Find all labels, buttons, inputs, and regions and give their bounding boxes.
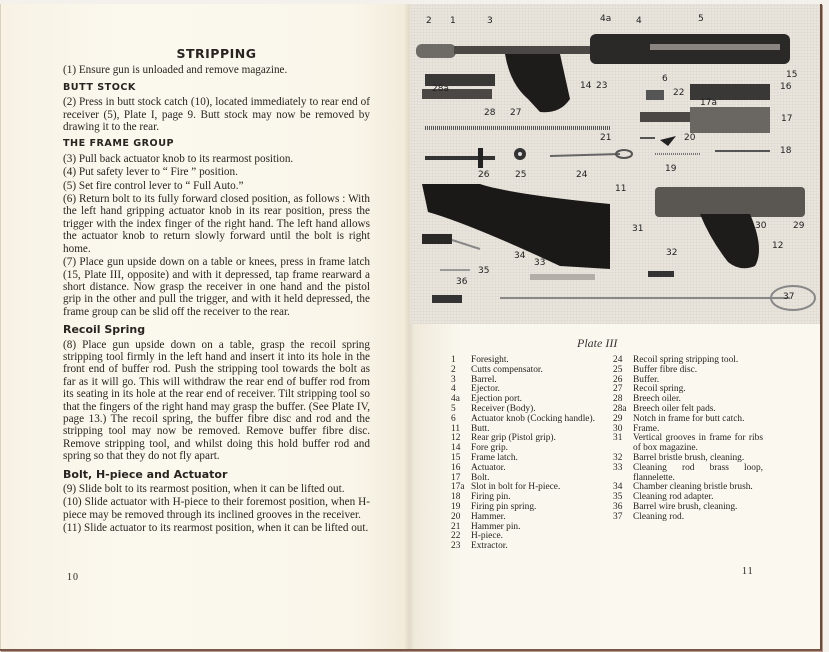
book-spread (0, 4, 822, 651)
legend-text: Actuator. (471, 462, 506, 473)
legend-number: 35 (613, 492, 623, 503)
legend-text: Fore grip. (471, 443, 508, 454)
legend-text: Barrel wire brush, cleaning. (633, 501, 738, 512)
stripping-text-column (63, 48, 370, 536)
brass-loop-shape (530, 274, 595, 280)
legend-text: Actuator knob (Cocking handle). (471, 413, 595, 424)
legend-text: Barrel. (471, 374, 497, 385)
legend-number: 31 (613, 433, 623, 444)
legend-number: 14 (451, 443, 461, 454)
legend-number: 19 (451, 501, 461, 512)
photo-label: 11 (615, 184, 627, 194)
legend-number: 29 (613, 413, 623, 424)
plate-caption: Plate III (577, 336, 618, 350)
paragraph: (10) Slide actuator with H-piece to their foremost position, when H-piece may be removed through its inclined grooves in the receiver. (63, 496, 370, 521)
legend-item (613, 434, 763, 454)
legend-number: 23 (451, 541, 461, 552)
photo-label: 17a (700, 98, 717, 108)
parts-legend-left (451, 356, 611, 552)
legend-number: 28 (613, 394, 623, 405)
legend-number: 20 (451, 511, 461, 522)
photo-label: 36 (456, 277, 468, 287)
legend-number: 22 (451, 531, 461, 542)
photo-label: 18 (780, 146, 792, 156)
legend-text: Hammer. (471, 511, 506, 522)
photo-label: 5 (698, 14, 704, 24)
photo-label: 12 (772, 241, 784, 251)
legend-text: Frame. (633, 423, 660, 434)
page-number-right: 11 (742, 566, 754, 577)
legend-number: 15 (451, 452, 461, 463)
legend-number: 16 (451, 462, 461, 473)
buffer-disc-hole (518, 152, 522, 156)
legend-text: Firing pin spring. (471, 501, 537, 512)
paragraph: (2) Press in butt stock catch (10), located immediately to rear end of receiver (5), Plate I, page 9. Butt stock may now be removed by drawing it to the rear. (63, 96, 370, 134)
legend-number: 24 (613, 355, 623, 365)
legend-text: Receiver (Body). (471, 403, 536, 414)
paragraph: (6) Return bolt to its fully forward closed position, as follows : With the left hand gripping actuator knob in its rear position, press the trigger with the index finger of the right hand. The left hand allows the actuator knob to return slowly forward until the bolt is right home. (63, 193, 370, 255)
section-heading-recoil-spring: Recoil Spring (63, 323, 146, 337)
photo-label: 2 (426, 16, 432, 26)
legend-text: Foresight. (471, 355, 509, 365)
bolt-pin (640, 112, 690, 122)
parts-photo-plate (410, 4, 820, 324)
fore-grip-shape (505, 54, 570, 112)
stripping-tool-shape (550, 154, 620, 156)
photo-label: 3 (487, 16, 493, 26)
bolt-shape (690, 107, 770, 133)
photo-label: 15 (786, 70, 798, 80)
photo-label: 14 (580, 81, 592, 91)
legend-number: 27 (613, 384, 623, 395)
legend-number: 34 (613, 482, 623, 493)
section-heading-frame-group: THE FRAME GROUP (63, 138, 175, 150)
buffer-head (478, 148, 483, 168)
legend-number: 4a (451, 394, 460, 405)
legend-text: Hammer pin. (471, 521, 521, 532)
legend-text: Breech oiler felt pads. (633, 403, 716, 414)
legend-text: Vertical grooves in frame for ribs of box magazine. (633, 433, 763, 454)
legend-item (613, 464, 763, 484)
legend-text: Notch in frame for butt catch. (633, 413, 745, 424)
legend-number: 12 (451, 433, 461, 444)
legend-text: Firing pin. (471, 492, 511, 503)
paragraph: (3) Pull back actuator knob to its rearmost position. (63, 152, 294, 165)
photo-label: 37 (783, 292, 795, 302)
rear-grip-shape (700, 214, 759, 268)
legend-text: Buffer. (633, 374, 660, 385)
legend-text: Chamber cleaning bristle brush. (633, 482, 753, 493)
legend-text: Cleaning rod adapter. (633, 492, 714, 503)
legend-number: 32 (613, 452, 623, 463)
photo-label: 33 (534, 258, 546, 268)
legend-text: Cleaning rod brass loop, flannelette. (633, 462, 763, 483)
legend-number: 11 (451, 423, 461, 434)
section-heading-butt-stock: BUTT STOCK (63, 81, 136, 93)
legend-number: 33 (613, 462, 623, 473)
photo-label: 20 (684, 133, 696, 143)
legend-number: 25 (613, 364, 623, 375)
photo-label: 21 (600, 133, 612, 143)
legend-number: 17a (451, 482, 465, 493)
photo-label: 4 (636, 16, 642, 26)
photo-label: 6 (662, 74, 668, 84)
legend-text: Extractor. (471, 541, 508, 552)
legend-number: 36 (613, 501, 623, 512)
legend-number: 1 (451, 355, 456, 365)
photo-label: 35 (478, 266, 490, 276)
buffer-shape (425, 156, 495, 160)
wire-brush-shape (432, 295, 462, 303)
paragraph: (5) Set fire control lever to “ Full Auto.” (63, 179, 244, 192)
legend-number: 6 (451, 413, 456, 424)
photo-label: 30 (755, 221, 767, 231)
legend-number: 17 (451, 472, 461, 483)
legend-number: 5 (451, 403, 456, 414)
legend-number: 28a (613, 403, 627, 414)
photo-label: 1 (450, 16, 456, 26)
legend-text: Slot in bolt for H-piece. (471, 482, 561, 493)
page-title: STRIPPING (176, 46, 257, 61)
photo-label: 24 (576, 170, 588, 180)
section-heading-bolt-h-piece-actuator: Bolt, H-piece and Actuator (63, 467, 228, 481)
legend-number: 26 (613, 374, 623, 385)
receiver-slot (650, 44, 780, 50)
photo-label: 23 (596, 81, 608, 91)
photo-label: 27 (510, 108, 522, 118)
paragraph: (4) Put safety lever to “ Fire ” position. (63, 166, 238, 179)
chamber-brush-shape (422, 234, 452, 244)
legend-number: 2 (451, 364, 456, 375)
photo-label: 4a (600, 14, 612, 24)
photo-label: 28a (432, 84, 449, 94)
legend-item (451, 542, 611, 552)
barrel-shape (454, 46, 594, 54)
legend-number: 3 (451, 374, 456, 385)
legend-text: Recoil spring. (633, 384, 686, 395)
legend-text: Butt. (471, 423, 490, 434)
legend-number: 21 (451, 521, 461, 532)
photo-label: 16 (780, 82, 792, 92)
legend-number: 30 (613, 423, 623, 434)
paragraph: (8) Place gun upside down on a table, grasp the recoil spring stripping tool firmly in the left hand and insert it into its hole in the front end of buffer rod. Push the stripping tool towards the bolt as far as it will go. This will withdraw the rear end of buffer rod from its seating in its hole at the rear end of receiver. Tilt stripping tool so that the fingers of the right hand may grasp the buffer. (See Plate IV, page 13.) The recoil spring, the buffer fibre disc and rod and the stripping tool may now be removed. Remove buffer fibre disc. Remove stripping tool, and whilst doing this hold buffer rod and spring so that they do not fly apart. (63, 338, 370, 463)
compensator-shape (416, 44, 456, 58)
photo-label: 34 (514, 251, 526, 261)
legend-text: Barrel bristle brush, cleaning. (633, 452, 745, 463)
hammer-shape (660, 136, 676, 146)
left-page (0, 4, 411, 649)
parts-legend-right (613, 356, 763, 523)
legend-text: Cleaning rod. (633, 511, 685, 522)
legend-number: 18 (451, 492, 461, 503)
legend-item (613, 513, 763, 523)
barrel-brush-shape (648, 271, 674, 277)
frame-shape (655, 187, 805, 217)
legend-number: 37 (613, 511, 623, 522)
photo-label: 22 (673, 88, 685, 98)
photo-label: 29 (793, 221, 805, 231)
photo-label: 31 (632, 224, 644, 234)
paragraph: (9) Slide bolt to its rearmost position, when it can be lifted out. (63, 483, 345, 495)
legend-text: Buffer fibre disc. (633, 364, 698, 375)
legend-number: 4 (451, 384, 456, 395)
photo-label: 26 (478, 170, 490, 180)
page-number-left: 10 (67, 572, 79, 583)
legend-text: Rear grip (Pistol grip). (471, 433, 556, 444)
parts-illustration (410, 4, 820, 324)
paragraph: (11) Slide actuator to its rearmost position, when it can be lifted out. (63, 522, 369, 535)
intro-paragraph: (1) Ensure gun is unloaded and remove magazine. (63, 64, 288, 77)
photo-label: 32 (666, 248, 678, 258)
legend-text: Cutts compensator. (471, 364, 543, 375)
chamber-brush-handle (452, 240, 480, 249)
legend-text: Bolt. (471, 472, 490, 483)
h-piece-shape (646, 90, 664, 100)
legend-text: Ejection port. (471, 394, 523, 405)
photo-label: 28 (484, 108, 496, 118)
legend-text: H-piece. (471, 531, 504, 542)
legend-text: Recoil spring stripping tool. (633, 355, 739, 365)
photo-label: 17 (781, 114, 793, 124)
legend-text: Frame latch. (471, 452, 518, 463)
photo-label: 19 (665, 164, 677, 174)
paragraph: (7) Place gun upside down on a table or knees, press in frame latch (15, Plate III, opposite) and with it depressed, tap frame rearward a short distance. Now grasp the receiver in one hand and the pistol grip in the other and pull the trigger, and with it held depressed, the frame group can be slid off the receiver to the rear. (63, 256, 370, 318)
photo-label: 25 (515, 170, 527, 180)
legend-text: Breech oiler. (633, 394, 681, 405)
legend-text: Ejector. (471, 384, 500, 395)
